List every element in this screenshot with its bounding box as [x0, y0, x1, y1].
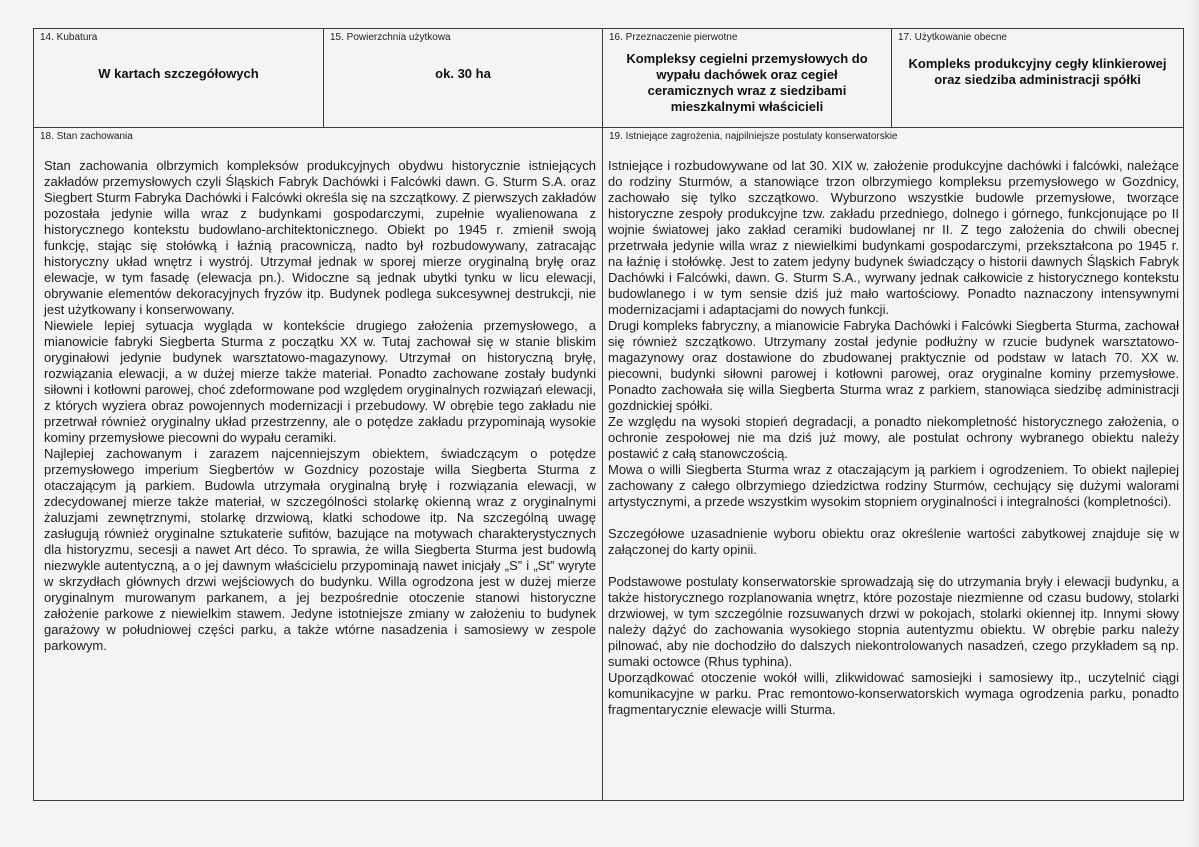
- uzytkowanie-label: 17. Użytkowanie obecne: [898, 32, 1007, 43]
- kubatura-cell: [34, 29, 324, 128]
- stan-label: 18. Stan zachowania: [40, 131, 133, 142]
- kubatura-label: 14. Kubatura: [40, 32, 98, 43]
- zagrozenia-cell: [603, 128, 1184, 801]
- form-row-top: [34, 29, 1184, 128]
- scan-shadow-edge: [1189, 0, 1199, 847]
- zagrozenia-paragraph: Ze względu na wysoki stopień degradacji, a ponadto niekompletność historycznego założenia, o ochronie zespołowej nie ma dziś już mowy, ale postulat ochrony wybranego obiektu należy postawić z całą stanowczością.: [608, 414, 1179, 461]
- record-form-table: [33, 28, 1184, 801]
- stan-text: [34, 143, 602, 654]
- stan-paragraph: Stan zachowania olbrzymich kompleksów produkcyjnych obydwu historycznie istniejących zakładów przemysłowych czyli Śląskich Fabryk Dachówki i Falcówki dawn. G. Sturm S.A. oraz Siegbert Sturm Fabryka Dachówki i Falcówki określa się na szczątkowy. Z pierwszych zakładów pozostała jedynie willa wraz z budynkami gospodarczymi, zupełnie wyalienowana z historycznego kontekstu budowlano-architektonicznego. Obiekt po 1945 r. zmienił swoją funkcję, stając się stołówką i łaźnią pracowniczą, nadto był rozbudowywany, zatracając historyczny układ wnętrz i wystrój. Utrzymał jednak w sporej mierze oryginalną bryłę oraz elewacje, w tym fasadę (elewacja pn.). Widoczne są jednak ubytki tynku w licu elewacji, obrywanie elementów dekoracyjnych fryzów itp. Budynek podlega sukcesywnej destrukcji, nie jest użytkowany i konserwowany.: [44, 158, 596, 317]
- przeznaczenie-cell: [603, 29, 892, 128]
- form-row-bottom: [34, 128, 1184, 801]
- przeznaczenie-value: Kompleksy cegielni przemysłowych do wypału dachówek oraz cegieł ceramicznych wraz z siedzibami mieszkalnymi właścicieli: [626, 51, 868, 114]
- zagrozenia-text: [603, 143, 1183, 718]
- powierzchnia-label: 15. Powierzchnia użytkowa: [330, 32, 451, 43]
- zagrozenia-label: 19. Istniejące zagrożenia, najpilniejsze postulaty konserwatorskie: [609, 131, 898, 142]
- powierzchnia-cell: [324, 29, 603, 128]
- uzytkowanie-value: Kompleks produkcyjny cegły klinkierowej oraz siedziba administracji spółki: [908, 56, 1167, 87]
- stan-paragraph: Najlepiej zachowanym i zarazem najcenniejszym obiektem, świadczącym o potędze przemysłowego imperium Siegbertów w Gozdnicy pozostaje willa Siegberta Sturma z otaczającym ją parkiem. Budowla utrzymała oryginalną bryłę i rozwiązania elewacji, w zdecydowanej mierze także materiał, w szczególności stolarkę okienną wraz z oryginalnymi żaluzjami zewnętrznymi, stolarkę drzwiową, klatki schodowe itp. Na szczególną uwagę zasługują również oryginalne sztukaterie sufitów, bazujące na motywach charakterystycznych dla historyzmu, secesji a nawet Art déco. To sprawia, że willa Siegberta Sturma jest budowlą niezwykle autentyczną, a o jej dawnym właścicielu przypominają nawet inicjały „S” i „St” wyryte w skrzydłach głównych drzwi wejściowych do budynku. Willa ogrodzona jest w dużej mierze oryginalnym murowanym parkanem, a jej bezpośrednie otoczenie stanowi historyczne założenie parkowe z niewielkim stawem. Jedyne istotniejsze zmiany w założeniu to budynek garażowy w południowej części parku, a także wtórne nasadzenia i samosiewy w zespole parkowym.: [44, 446, 596, 653]
- zagrozenia-paragraph: Szczegółowe uzasadnienie wyboru obiektu oraz określenie wartości zabytkowej znajduje się w załączonej do karty opinii.: [608, 526, 1179, 557]
- stan-paragraph: Niewiele lepiej sytuacja wygląda w kontekście drugiego założenia przemysłowego, a mianowicie fabryki Siegberta Sturma z początku XX w. Tutaj zachował się w stanie bliskim oryginałowi jedynie budynek warsztatowo-magazynowy. Utrzymał on historyczną bryłę, rozwiązania elewacji, a w dużej mierze także materiał. Ponadto zachowane zostały budynki siłowni i kotłowni parowej, choć zdeformowane pod względem oryginalnych rozwiązań elewacji, z których wyziera obraz powojennych modernizacji i przebudowy. W obrębie tego zakładu nie przetrwał również oryginalny układ przestrzenny, ale o potędze zakładu przypominają wysokie kominy przemysłowe piecowni do wypału ceramiki.: [44, 318, 596, 445]
- uzytkowanie-cell: [892, 29, 1184, 128]
- zagrozenia-paragraph: Drugi kompleks fabryczny, a mianowicie Fabryka Dachówki i Falcówki Siegberta Sturma, zachował się również szczątkowo. Utrzymany został jedynie podłużny w rzucie budynek warsztatowo-magazynowy oraz dostawione do zbudowanej praktycznie od podstaw w latach 70. XX w. piecowni, budynki siłowni parowej i kotłowni parowej, oraz oryginalne kominy przemysłowe. Ponadto zachowała się willa Siegberta Sturma wraz z parkiem, stanowiąca siedzibę administracji gozdnickiej spółki.: [608, 318, 1179, 413]
- stan-cell: [34, 128, 603, 801]
- zagrozenia-paragraph: Uporządkować otoczenie wokół willi, zlikwidować samosiejki i samosiewy itp., uczytelnić ciągi komunikacyjne w parku. Prac remontowo-konserwatorskich wymaga ogrodzenia parku, ponadto fragmentarycznie elewacje willi Sturma.: [608, 670, 1179, 717]
- zagrozenia-paragraph: Mowa o willi Siegberta Sturma wraz z otaczającym ją parkiem i ogrodzeniem. To obiekt najlepiej zachowany z całego olbrzymiego dziedzictwa rodziny Sturmów, cechujący się dużymi walorami artystycznymi, a przede wszystkim wysokim stopniem oryginalności i integralności (kompletności).: [608, 462, 1179, 509]
- kubatura-value: W kartach szczegółowych: [98, 66, 259, 81]
- powierzchnia-value: ok. 30 ha: [435, 66, 491, 81]
- zagrozenia-paragraph: Podstawowe postulaty konserwatorskie sprowadzają się do utrzymania bryły i elewacji budynku, a także historycznego rozplanowania wnętrz, które pozostaje niezmienne od czasu budowy, stolarki drzwiowej, w tym szczególnie rozsuwanych drzwi w pokojach, stolarki okiennej itp. Innymi słowy należy dążyć do zachowania wysokiego stopnia autentyzmu obiektu. W obrębie parku należy pilnować, aby nie dochodziło do dalszych niekontrolowanych nasadzeń, czego przykładem są np. sumaki octowce (Rhus typhina).: [608, 574, 1179, 669]
- przeznaczenie-label: 16. Przeznaczenie pierwotne: [609, 32, 738, 43]
- zagrozenia-paragraph: Istniejące i rozbudowywane od lat 30. XIX w. założenie produkcyjne dachówki i falcówki, należące do rodziny Sturmów, a stanowiące trzon olbrzymiego kompleksu przemysłowego w Gozdnicy, zachowało się tylko szczątkowo. Wyburzono wszystkie budowle przemysłowe, tworzące historyczne zespoły produkcyjne tzw. zakładu przedniego, dolnego i górnego, funkcjonujące po II wojnie światowej jako zakład ceramiki budowlanej nr II. Z tego założenia do chwili obecnej przetrwała jedynie willa wraz z niewielkimi budynkami gospodarczymi, przekształcona po 1945 r. na łaźnię i stołówkę. Jest to zatem jedyny budynek świadczący o historii dawnych Śląskich Fabryk Dachówki i Falcówki, dawn. G. Sturm S.A., wyrwany jednak całkowicie z historycznego kontekstu budowlanego i w tym sensie dziś już mało wartościowy. Ponadto naznaczony intensywnymi modernizacjami i adaptacjami do nowych funkcji.: [608, 158, 1179, 317]
